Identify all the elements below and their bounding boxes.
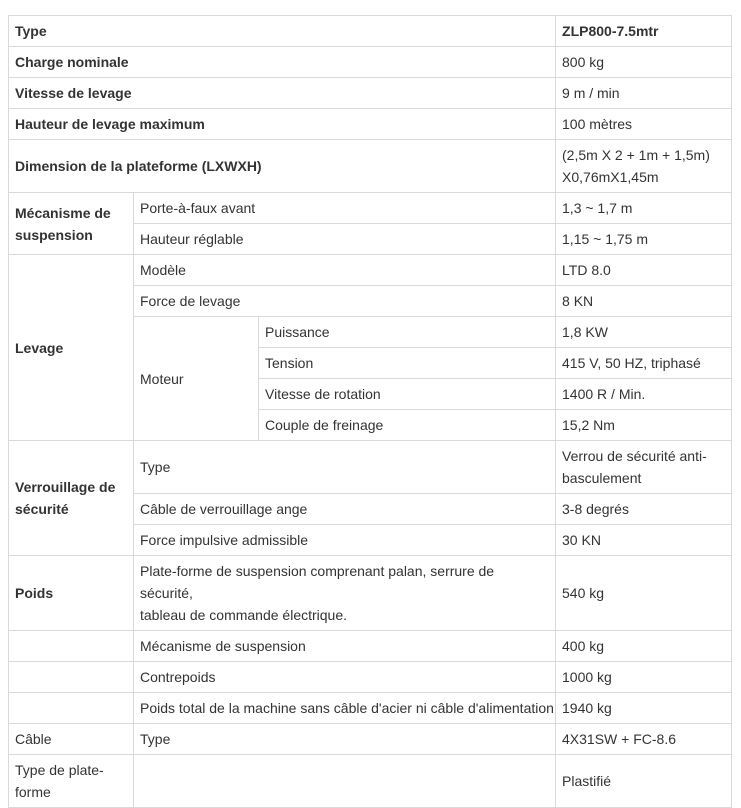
poids-label: Poids: [9, 556, 134, 631]
dimension-value-line2: X0,76mX1,45m: [562, 169, 659, 185]
levage-label: Levage: [9, 255, 134, 441]
cable-ange-label: Câble de verrouillage ange: [134, 494, 556, 525]
charge-label: Charge nominale: [9, 47, 556, 78]
dimension-value: [556, 140, 732, 193]
type-plateforme-value: Plastifié: [556, 755, 732, 808]
suspension-label-line1: Mécanisme de: [15, 204, 111, 221]
empty-cell: [9, 631, 134, 662]
tension-label: Tension: [259, 348, 556, 379]
tension-value: 415 V, 50 HZ, triphasé: [556, 348, 732, 379]
force-value: 8 KN: [556, 286, 732, 317]
plateforme-label-line1: Plate-forme de suspension comprenant palan, serrure de sécurité,: [140, 563, 495, 601]
table-row: [9, 556, 732, 631]
table-row: [9, 724, 732, 755]
table-row: [9, 78, 732, 109]
force-impulsive-value: 30 KN: [556, 525, 732, 556]
porte-label: Porte-à-faux avant: [134, 193, 556, 224]
verrou-label: [9, 441, 134, 556]
couple-label: Couple de freinage: [259, 410, 556, 441]
dimension-value-line1: (2,5m X 2 + 1m + 1,5m): [562, 147, 710, 163]
verrou-type-value-line1: Verrou de sécurité anti-: [562, 448, 707, 464]
table-row: [9, 631, 732, 662]
contrepoids-value: 1000 kg: [556, 662, 732, 693]
type-label: Type: [9, 16, 556, 47]
suspension-label: [9, 193, 134, 255]
hauteur-reglable-value: 1,15 ~ 1,75 m: [556, 224, 732, 255]
moteur-label: Moteur: [134, 317, 259, 441]
meca-value: 400 kg: [556, 631, 732, 662]
table-row: [9, 109, 732, 140]
table-row: [9, 662, 732, 693]
spec-table: [8, 15, 732, 808]
type-value: ZLP800-7.5mtr: [556, 16, 732, 47]
table-row: [9, 193, 732, 224]
hauteur-reglable-label: Hauteur réglable: [134, 224, 556, 255]
vitesse-label: Vitesse de levage: [9, 78, 556, 109]
modele-value: LTD 8.0: [556, 255, 732, 286]
verrou-type-value: [556, 441, 732, 494]
table-row: [9, 255, 732, 286]
force-impulsive-label: Force impulsive admissible: [134, 525, 556, 556]
suspension-label-line2: suspension: [15, 226, 93, 243]
contrepoids-label: Contrepoids: [134, 662, 556, 693]
poids-total-value: 1940 kg: [556, 693, 732, 724]
table-row: [9, 16, 732, 47]
vitesse-value: 9 m / min: [556, 78, 732, 109]
spec-table-container: [8, 15, 732, 808]
empty-cell: [9, 693, 134, 724]
type-plateforme-label-line1: Type de plate-: [15, 762, 104, 778]
modele-label: Modèle: [134, 255, 556, 286]
puissance-label: Puissance: [259, 317, 556, 348]
force-label: Force de levage: [134, 286, 556, 317]
cable-label: Câble: [9, 724, 134, 755]
plateforme-label-line2: tableau de commande électrique.: [140, 607, 348, 623]
table-row: [9, 755, 732, 808]
table-row: [9, 140, 732, 193]
verrou-label-line1: Verrouillage de: [15, 479, 116, 495]
verrou-type-value-line2: basculement: [562, 470, 642, 486]
cable-ange-value: 3-8 degrés: [556, 494, 732, 525]
table-row: [9, 47, 732, 78]
empty-cell: [9, 662, 134, 693]
verrou-type-label: Type: [134, 441, 556, 494]
cable-type-value: 4X31SW + FC-8.6: [556, 724, 732, 755]
rotation-label: Vitesse de rotation: [259, 379, 556, 410]
table-row: [9, 693, 732, 724]
type-plateforme-label: [9, 755, 134, 808]
plateforme-label: [134, 556, 556, 631]
poids-total-label: Poids total de la machine sans câble d'acier ni câble d'alimentation: [134, 693, 556, 724]
porte-value: 1,3 ~ 1,7 m: [556, 193, 732, 224]
hauteur-value: 100 mètres: [556, 109, 732, 140]
rotation-value: 1400 R / Min.: [556, 379, 732, 410]
charge-value: 800 kg: [556, 47, 732, 78]
hauteur-label: Hauteur de levage maximum: [9, 109, 556, 140]
verrou-label-line2: sécurité: [15, 501, 69, 517]
dimension-label: Dimension de la plateforme (LXWXH): [9, 140, 556, 193]
table-row: [9, 441, 732, 494]
type-plateforme-label-line2: forme: [15, 784, 51, 800]
meca-label: Mécanisme de suspension: [134, 631, 556, 662]
puissance-value: 1,8 KW: [556, 317, 732, 348]
couple-value: 15,2 Nm: [556, 410, 732, 441]
cable-type-label: Type: [134, 724, 556, 755]
plateforme-value: 540 kg: [556, 556, 732, 631]
empty-cell: [134, 755, 556, 808]
